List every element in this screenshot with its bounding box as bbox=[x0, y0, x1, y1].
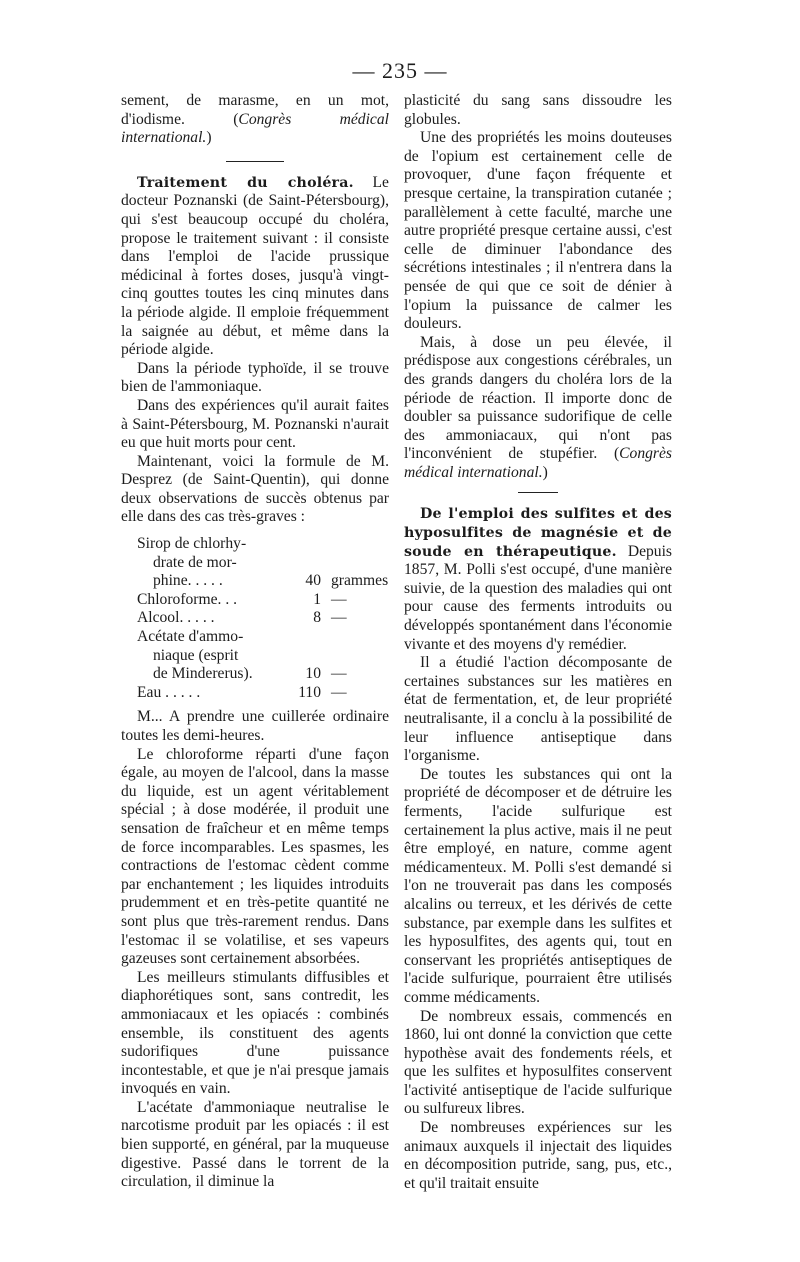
formula-ingredient bbox=[121, 591, 293, 610]
formula-ingredient bbox=[121, 535, 293, 591]
formula-quantity: 8 bbox=[313, 609, 321, 627]
formula-row bbox=[121, 609, 389, 628]
ingredient-line: de Mindererus). bbox=[153, 665, 253, 683]
congestion-citation-close: ) bbox=[542, 463, 548, 481]
ingredient-line: phine. . . . . bbox=[153, 572, 223, 590]
intro-text: sement, de marasme, en un mot, d'iodisme. ( bbox=[121, 92, 389, 128]
ingredient-line: niaque (esprit bbox=[153, 646, 239, 664]
formula-unit: — bbox=[331, 683, 347, 701]
sulfites-heading: De l'emploi des sulfites et des hyposulfites de magnésie et de soude en thérapeutique. bbox=[404, 506, 672, 560]
chloroform-paragraph: Le chloroforme réparti d'une façon égale, au moyen de l'alcool, dans la masse du liquide, est un agent véritablement spécial ; à dose modérée, il produit une sensation de fraîcheur et en même temps de force incomparables. Les spasmes, les contractions de l'estomac cèdent comme par enchantement ; les liquides introduits prudemment et en très-petite quantité ne sont plus que très-rarement rendus. Dans l'estomac il se volatilise, et ses vapeurs gazeuses sont certainement absorbées. bbox=[121, 745, 389, 968]
section-divider bbox=[226, 161, 284, 162]
cholera-text-1: Le docteur Poznanski (de Saint-Pétersbourg), qui s'est beaucoup occupé du choléra, propose le traitement suivant : il consiste dans l'emploi de l'acide prussique médicinal à fortes doses, jusqu'à vingt-cinq gouttes toutes les cinq minutes dans la période algide. Il emploie fréquemment la saignée au début, et même dans la période algide. bbox=[121, 173, 389, 359]
congestion-text: Mais, à dose un peu élevée, il prédispose aux congestions cérébrales, un des grands dangers du choléra lors de la période de réaction. Il importe donc de doubler sa puissance sudorifique de celle des ammoniacaux, qui n'ont pas l'inconvénient de stupéfier. ( bbox=[404, 333, 672, 463]
cholera-paragraph-1 bbox=[121, 174, 389, 360]
ingredient-line: Chloroforme. . . bbox=[137, 590, 238, 608]
cholera-paragraph-4: Maintenant, voici la formule de M. Desprez (de Saint-Quentin), qui donne deux observations de succès obtenus par elle dans des cas très-graves : bbox=[121, 452, 389, 526]
formula-row bbox=[121, 535, 389, 591]
ingredient-line: Acétate d'ammo- bbox=[137, 628, 244, 646]
sulfites-paragraph-1 bbox=[404, 505, 672, 654]
cholera-paragraph-3: Dans des expériences qu'il aurait faites à Saint-Pétersbourg, M. Poznanski n'aurait eu que huit morts pour cent. bbox=[121, 396, 389, 452]
formula-quantity: 40 bbox=[305, 572, 321, 590]
formula-quantity: 10 bbox=[305, 665, 321, 683]
formula-quantity: 110 bbox=[298, 683, 321, 701]
sulfites-paragraph-5: De nombreuses expériences sur les animaux auxquels il injectait des liquides en décomposition putride, sang, pus, etc., et qu'il traitait ensuite bbox=[404, 1119, 672, 1192]
sulfites-paragraph-4: De nombreux essais, commencés en 1860, lui ont donné la conviction que cette hypothèse avait des fondements réels, et que les sulfites et hyposulfites conservent l'activité antiseptique de l'acide sulfurique ou sulfureux libres. bbox=[404, 1007, 672, 1118]
ingredient-line: drate de mor- bbox=[153, 553, 237, 571]
formula-unit: — bbox=[331, 590, 347, 608]
sulfites-paragraph-3: De toutes les substances qui ont la propriété de décomposer et de détruire les ferments, l'acide sulfurique est certainement la plus active, mais il ne peut être employé, en nature, comme agent médicamenteux. M. Polli s'est demandé si l'on ne trouverait pas dans les composés alcalins ou terreux, et les dérivés de cette substance, par exemple dans les sulfites et les hyposulfites, des agents qui, tout en conservant les propriétés antiseptiques de l'acide sulfurique, pourraient être utilisés comme médicaments. bbox=[404, 765, 672, 1006]
formula-ingredient bbox=[121, 684, 293, 703]
stimulants-paragraph: Les meilleurs stimulants diffusibles et diaphorétiques sont, sans contredit, les ammoniacaux et les opiacés : combinés ensemble, ils constituent des agents sudorifiques d'une puissance incontestable, et que je n'ai presque jamais invoqués en vain. bbox=[121, 968, 389, 1098]
sulfites-text-1: Depuis 1857, M. Polli s'est occupé, d'une manière suivie, de la question des maladies qui ont pour cause des ferments introduits ou développés spontanément dans l'économie vivante et des moyens d'y remédier. bbox=[404, 542, 672, 653]
dosage-paragraph: M... A prendre une cuillerée ordinaire toutes les demi-heures. bbox=[121, 708, 389, 744]
formula-unit: — bbox=[331, 665, 347, 683]
acetate-paragraph: L'acétate d'ammoniaque neutralise le narcotisme produit par les opiacés : il est bien supporté, en général, par la muqueuse digestive. Passé dans le torrent de la circulation, il diminue la bbox=[121, 1098, 389, 1191]
intro-paragraph bbox=[121, 92, 389, 148]
formula-table bbox=[121, 535, 389, 702]
formula-unit: — bbox=[331, 609, 347, 627]
ingredient-line: Eau . . . . . bbox=[137, 683, 201, 701]
formula-ingredient bbox=[121, 628, 293, 684]
formula-row bbox=[121, 628, 389, 684]
cholera-paragraph-2: Dans la période typhoïde, il se trouve bien de l'ammoniaque. bbox=[121, 359, 389, 396]
formula-row bbox=[121, 684, 389, 703]
continued-paragraph: plasticité du sang sans dissoudre les globules. bbox=[404, 92, 672, 128]
congestion-paragraph bbox=[404, 334, 672, 483]
formula-row bbox=[121, 591, 389, 610]
left-column bbox=[121, 92, 389, 1192]
right-column bbox=[404, 92, 672, 1193]
intro-citation: Congrès médical international. bbox=[121, 110, 389, 147]
formula-ingredient bbox=[121, 609, 293, 628]
intro-citation-close: ) bbox=[206, 129, 212, 147]
cholera-heading: Traitement du choléra. bbox=[137, 174, 354, 191]
congestion-citation: Congrès médical international. bbox=[404, 445, 672, 481]
formula-unit: grammes bbox=[331, 572, 389, 590]
page-number: — 235 — bbox=[352, 58, 448, 83]
section-divider bbox=[518, 492, 558, 493]
ingredient-line: Alcool. . . . . bbox=[137, 609, 215, 627]
formula-quantity: 1 bbox=[313, 590, 321, 608]
opium-paragraph: Une des propriétés les moins douteuses de l'opium est certainement celle de provoquer, d'une façon fréquente et presque certaine, la transpiration cutanée ; parallèlement à cette faculté, marche une autre propriété presque certaine aussi, c'est celle de diminuer l'abondance des sécrétions intestinales ; il n'entrera dans la pensée de qui que ce soit de dénier à l'opium la puissance de calmer les douleurs. bbox=[404, 129, 672, 333]
ingredient-line: Sirop de chlorhy- bbox=[137, 535, 247, 553]
sulfites-paragraph-2: Il a étudié l'action décomposante de certaines substances sur les matières en état de fermentation, et, de leur propriété neutralisante, il a conclu à la possibilité de leur influence antiseptique dans l'organisme. bbox=[404, 654, 672, 765]
